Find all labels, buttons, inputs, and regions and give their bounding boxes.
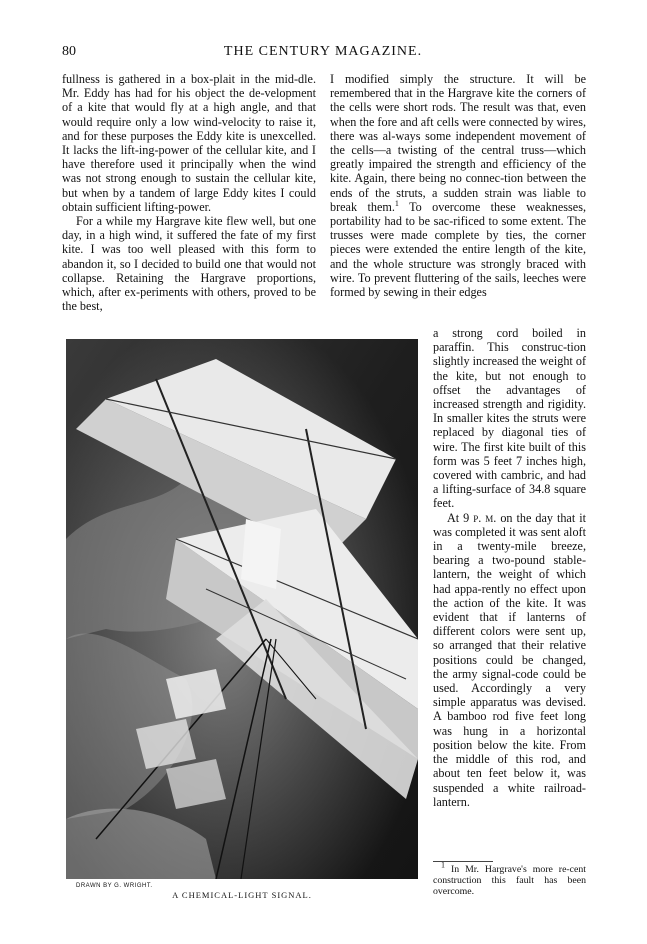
page-header [62, 44, 584, 64]
kite-illustration [66, 339, 418, 879]
running-title: THE CENTURY MAGAZINE. [223, 44, 423, 59]
right-column-narrow [433, 326, 586, 809]
footnote-text: In Mr. Hargrave's more re-cent construction this fault has been overcome. [433, 864, 586, 897]
footnote-mark: 1 [441, 860, 445, 870]
right-paragraph-1 [330, 72, 586, 299]
figure-credit: DRAWN BY G. WRIGHT. [76, 883, 153, 889]
left-column [62, 72, 316, 313]
footnote [433, 860, 586, 897]
page-number: 80 [62, 44, 76, 59]
figure-caption: A CHEMICAL-LIGHT SIGNAL. [172, 890, 312, 900]
time-pm: p. m. [473, 510, 497, 525]
right-paragraph-2-lead: At 9 [447, 510, 474, 525]
right-column-top [330, 72, 586, 299]
kite-illustration-drawing [66, 339, 418, 879]
right-paragraph-2-rest: on the day that it was completed it was sent aloft in a twenty-mile breeze, bearing a two-pound stable-lantern, the weight of which had appa-rently no effect upon the action of the kite. It was evident that if lanterns of different colors were sent up, so arranged that their relative positions could be changed, the army signal-code could be used. Accordingly a very simple apparatus was devised. A bamboo rod five feet long was hung in a horizontal position below the kite. From the middle of this rod, and about ten feet below it, was suspended a white railroad-lantern. [433, 510, 586, 809]
footnote-reference: 1 [394, 198, 399, 208]
right-paragraph-1a: I modified simply the structure. It will be remembered that in the Hargrave kite the corners of the cells were short rods. The result was that, even when the fore and aft cells were connected by wires, there was al-ways some independent movement of the cells—a twisting of the central truss—which greatly impaired the strength and efficiency of the kite. Again, there being no connec-tion between the ends of the struts, a sudden strain was liable to break them. [330, 72, 586, 214]
right-paragraph-2 [433, 511, 586, 809]
right-paragraph-1b: To overcome these weaknesses, portability had to be sac-rificed to some extent. The trusses were made complete by ties, the corner pieces were extended the entire length of the kite, and the whole structure was strongly braced with wire. To prevent fluttering of the sails, leeches were formed by sewing in their edges [330, 199, 586, 300]
left-paragraph-2: For a while my Hargrave kite flew well, but one day, in a high wind, it suffered the fate of my first kite. I was too well pleased with this form to abandon it, so I decided to build one that would not collapse. Retaining the Hargrave proportions, which, after ex-periments with others, proved to be the best, [62, 214, 316, 314]
left-paragraph-1: fullness is gathered in a box-plait in the mid-dle. Mr. Eddy has had for his object the de-velopment of a kite that would fly at a high angle, and that would require only a low wind-velocity to raise it, and for these purposes the Eddy kite is unexcelled. It lacks the lift-ing-power of the cellular kite, and I have therefore used it principally when the wind was not strong enough to sustain the cellular kite, but when by a tandem of large Eddy kites I could obtain sufficient lifting-power. [62, 72, 316, 214]
right-paragraph-1c: a strong cord boiled in paraffin. This construc-tion slightly increased the weight of the kite, but not enough to offset the advantages of increased strength and rigidity. In smaller kites the struts were replaced by diagonal ties of wire. The first kite built of this form was 5 feet 7 inches high, covered with cambric, and had a lifting-surface of 34.8 square feet. [433, 326, 586, 511]
